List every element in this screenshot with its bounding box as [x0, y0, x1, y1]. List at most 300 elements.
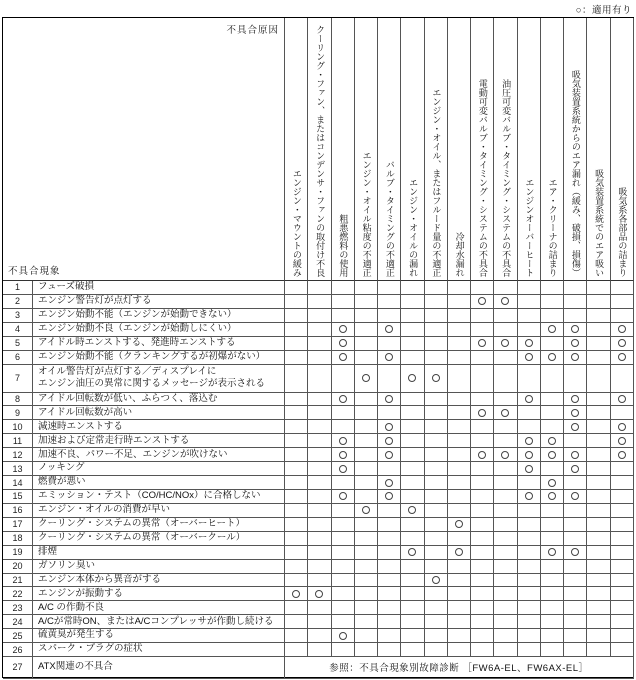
- matrix-cell: [332, 476, 355, 490]
- applicable-circle: [478, 297, 486, 305]
- matrix-cell: [332, 560, 355, 574]
- matrix-cell: [494, 629, 517, 643]
- matrix-cell: [471, 560, 494, 574]
- matrix-cell: [471, 420, 494, 434]
- matrix-cell: [448, 434, 471, 448]
- matrix-cell: [564, 629, 587, 643]
- applicable-circle: [525, 465, 533, 473]
- matrix-cell: [425, 462, 448, 476]
- matrix-cell: [425, 504, 448, 518]
- applicable-circle: [571, 423, 579, 431]
- matrix-cell: [401, 281, 424, 295]
- matrix-cell: [401, 448, 424, 462]
- matrix-cell: [378, 281, 401, 295]
- row-number: 14: [3, 476, 33, 490]
- matrix-cell: [564, 518, 587, 532]
- matrix-cell: [448, 351, 471, 365]
- matrix-cell: [518, 560, 541, 574]
- matrix-cell: [518, 643, 541, 657]
- row-number: 19: [3, 546, 33, 560]
- matrix-cell: [471, 574, 494, 588]
- applicable-circle: [571, 492, 579, 500]
- matrix-cell: [355, 546, 378, 560]
- applicable-circle: [548, 548, 556, 556]
- corner-header-cell: [3, 18, 285, 281]
- matrix-cell: [541, 643, 564, 657]
- matrix-cell: [285, 560, 308, 574]
- matrix-cell: [425, 295, 448, 309]
- matrix-cell: [587, 615, 610, 629]
- matrix-cell: [518, 323, 541, 337]
- applicable-circle: [385, 325, 393, 333]
- row-number: 8: [3, 393, 33, 407]
- matrix-cell: [494, 406, 517, 420]
- matrix-cell: [425, 393, 448, 407]
- matrix-cell: [308, 295, 331, 309]
- applicable-circle: [362, 374, 370, 382]
- matrix-cell: [425, 406, 448, 420]
- matrix-cell: [611, 281, 634, 295]
- matrix-cell: [494, 518, 517, 532]
- matrix-cell: [425, 351, 448, 365]
- matrix-cell: [448, 490, 471, 504]
- matrix-cell: [518, 504, 541, 518]
- applicable-circle: [525, 353, 533, 361]
- matrix-cell: [587, 337, 610, 351]
- applicable-circle: [548, 437, 556, 445]
- matrix-cell: [378, 476, 401, 490]
- matrix-cell: [332, 574, 355, 588]
- applicable-circle: [478, 339, 486, 347]
- matrix-cell: [494, 476, 517, 490]
- matrix-cell: [332, 504, 355, 518]
- matrix-cell: [425, 601, 448, 615]
- applicable-circle: [385, 451, 393, 459]
- matrix-cell: [285, 393, 308, 407]
- applicable-circle: [525, 395, 533, 403]
- matrix-cell: [378, 309, 401, 323]
- matrix-cell: [378, 629, 401, 643]
- matrix-cell: [308, 337, 331, 351]
- applicable-circle: [501, 451, 509, 459]
- matrix-cell: [378, 365, 401, 393]
- matrix-cell: [611, 490, 634, 504]
- matrix-cell: [308, 601, 331, 615]
- matrix-cell: [518, 309, 541, 323]
- matrix-cell: [471, 406, 494, 420]
- applicable-circle: [571, 409, 579, 417]
- applicable-circle: [385, 353, 393, 361]
- matrix-cell: [541, 351, 564, 365]
- matrix-cell: [611, 406, 634, 420]
- row-number: 25: [3, 629, 33, 643]
- matrix-cell: [355, 476, 378, 490]
- matrix-cell: [587, 434, 610, 448]
- matrix-cell: [378, 393, 401, 407]
- applicable-circle: [548, 451, 556, 459]
- row-number: 27: [3, 657, 33, 679]
- matrix-cell: [587, 643, 610, 657]
- symptom-label: フューズ破損: [33, 281, 285, 295]
- matrix-cell: [587, 448, 610, 462]
- matrix-cell: [471, 490, 494, 504]
- matrix-cell: [448, 448, 471, 462]
- matrix-cell: [518, 546, 541, 560]
- cause-column-header: 冷却水漏れ: [448, 18, 471, 281]
- matrix-cell: [308, 406, 331, 420]
- matrix-cell: [564, 309, 587, 323]
- applicable-circle: [548, 492, 556, 500]
- legend-applicable: ○：適用有り: [575, 5, 632, 16]
- matrix-cell: [494, 504, 517, 518]
- matrix-cell: [471, 476, 494, 490]
- matrix-cell: [494, 365, 517, 393]
- matrix-cell: [378, 574, 401, 588]
- matrix-cell: [285, 546, 308, 560]
- applicable-circle: [525, 451, 533, 459]
- matrix-cell: [401, 629, 424, 643]
- row-number: 10: [3, 420, 33, 434]
- matrix-cell: [448, 560, 471, 574]
- matrix-cell: [518, 476, 541, 490]
- matrix-cell: [471, 434, 494, 448]
- matrix-cell: [401, 643, 424, 657]
- matrix-cell: [332, 323, 355, 337]
- matrix-cell: [471, 309, 494, 323]
- matrix-cell: [448, 601, 471, 615]
- matrix-cell: [518, 462, 541, 476]
- applicable-circle: [571, 465, 579, 473]
- matrix-cell: [425, 448, 448, 462]
- matrix-cell: [611, 615, 634, 629]
- matrix-cell: [285, 601, 308, 615]
- matrix-cell: [425, 587, 448, 601]
- matrix-cell: [611, 629, 634, 643]
- matrix-cell: [425, 546, 448, 560]
- matrix-cell: [308, 490, 331, 504]
- matrix-cell: [285, 323, 308, 337]
- matrix-cell: [494, 420, 517, 434]
- matrix-cell: [587, 504, 610, 518]
- matrix-cell: [401, 476, 424, 490]
- matrix-cell: [378, 490, 401, 504]
- matrix-cell: [401, 518, 424, 532]
- matrix-cell: [401, 406, 424, 420]
- row-number: 6: [3, 351, 33, 365]
- applicable-circle: [571, 353, 579, 361]
- symptom-label: エンジン・オイルの消費が早い: [33, 504, 285, 518]
- matrix-cell: [518, 574, 541, 588]
- matrix-cell: [308, 434, 331, 448]
- matrix-cell: [611, 504, 634, 518]
- matrix-cell: [564, 295, 587, 309]
- row-number: 21: [3, 574, 33, 588]
- matrix-cell: [425, 532, 448, 546]
- matrix-cell: [541, 490, 564, 504]
- applicable-circle: [478, 409, 486, 417]
- matrix-cell: [285, 420, 308, 434]
- row-number: 9: [3, 406, 33, 420]
- matrix-cell: [448, 420, 471, 434]
- matrix-cell: [541, 420, 564, 434]
- matrix-cell: [611, 560, 634, 574]
- matrix-cell: [308, 504, 331, 518]
- applicable-circle: [339, 492, 347, 500]
- matrix-cell: [518, 448, 541, 462]
- matrix-cell: [332, 615, 355, 629]
- matrix-cell: [611, 365, 634, 393]
- matrix-cell: [332, 518, 355, 532]
- matrix-cell: [541, 601, 564, 615]
- matrix-cell: [564, 434, 587, 448]
- matrix-cell: [332, 587, 355, 601]
- matrix-cell: [285, 615, 308, 629]
- matrix-cell: [425, 309, 448, 323]
- matrix-cell: [494, 309, 517, 323]
- matrix-cell: [285, 462, 308, 476]
- matrix-cell: [285, 281, 308, 295]
- matrix-cell: [401, 490, 424, 504]
- matrix-cell: [355, 420, 378, 434]
- matrix-cell: [518, 629, 541, 643]
- cause-column-header: エア・クリーナの詰まり: [541, 18, 564, 281]
- matrix-cell: [448, 462, 471, 476]
- symptom-label: A/Cが常時ON、またはA/Cコンプレッサが作動し続ける: [33, 615, 285, 629]
- matrix-cell: [308, 476, 331, 490]
- matrix-cell: [378, 504, 401, 518]
- matrix-cell: [494, 295, 517, 309]
- matrix-cell: [518, 601, 541, 615]
- symptom-label: エンジン本体から異音がする: [33, 574, 285, 588]
- applicable-circle: [385, 423, 393, 431]
- matrix-cell: [518, 281, 541, 295]
- matrix-cell: [494, 393, 517, 407]
- matrix-cell: [285, 309, 308, 323]
- matrix-cell: [425, 518, 448, 532]
- matrix-cell: [541, 629, 564, 643]
- applicable-circle: [339, 465, 347, 473]
- matrix-cell: [471, 518, 494, 532]
- cause-column-header: エンジン・オイル、またはフルード量の不適正: [425, 18, 448, 281]
- matrix-cell: [611, 337, 634, 351]
- matrix-cell: [494, 281, 517, 295]
- matrix-cell: [541, 532, 564, 546]
- cause-column-header: エンジン・オイル粘度の不適正: [355, 18, 378, 281]
- applicable-circle: [432, 374, 440, 382]
- matrix-cell: [494, 337, 517, 351]
- symptom-label: エンジン始動不能（エンジンが始動できない）: [33, 309, 285, 323]
- matrix-cell: [332, 393, 355, 407]
- applicable-circle: [618, 353, 626, 361]
- matrix-cell: [494, 643, 517, 657]
- matrix-cell: [541, 406, 564, 420]
- matrix-cell: [494, 532, 517, 546]
- matrix-cell: [541, 546, 564, 560]
- matrix-cell: [355, 532, 378, 546]
- matrix-cell: [401, 587, 424, 601]
- matrix-cell: [285, 532, 308, 546]
- matrix-cell: [448, 476, 471, 490]
- symptom-label: エミッション・テスト（CO/HC/NOx）に合格しない: [33, 490, 285, 504]
- row-number: 12: [3, 448, 33, 462]
- applicable-circle: [385, 479, 393, 487]
- row-number: 4: [3, 323, 33, 337]
- matrix-cell: [378, 337, 401, 351]
- row-number: 2: [3, 295, 33, 309]
- matrix-cell: [611, 476, 634, 490]
- applicable-circle: [339, 451, 347, 459]
- symptom-label: 燃費が悪い: [33, 476, 285, 490]
- matrix-cell: [471, 462, 494, 476]
- matrix-cell: [308, 448, 331, 462]
- matrix-cell: [471, 601, 494, 615]
- matrix-cell: [401, 504, 424, 518]
- applicable-circle: [548, 479, 556, 487]
- matrix-cell: [448, 309, 471, 323]
- matrix-cell: [587, 587, 610, 601]
- applicable-circle: [385, 492, 393, 500]
- matrix-cell: [401, 532, 424, 546]
- symptom-label: クーリング・システムの異常（オーバーヒート）: [33, 518, 285, 532]
- matrix-cell: [401, 393, 424, 407]
- matrix-cell: [587, 518, 610, 532]
- matrix-cell: [564, 601, 587, 615]
- matrix-cell: [587, 420, 610, 434]
- matrix-cell: [308, 546, 331, 560]
- matrix-cell: [564, 351, 587, 365]
- matrix-cell: [378, 560, 401, 574]
- matrix-cell: [355, 365, 378, 393]
- matrix-cell: [378, 532, 401, 546]
- matrix-cell: [355, 504, 378, 518]
- matrix-cell: [448, 546, 471, 560]
- cause-column-header: 吸気装置系統からのエア漏れ（緩み、破損、損傷）: [564, 18, 587, 281]
- matrix-cell: [564, 476, 587, 490]
- matrix-cell: [332, 309, 355, 323]
- matrix-cell: [611, 295, 634, 309]
- symptom-label: 減速時エンストする: [33, 420, 285, 434]
- matrix-cell: [285, 406, 308, 420]
- applicable-circle: [501, 409, 509, 417]
- applicable-circle: [339, 395, 347, 403]
- matrix-cell: [285, 351, 308, 365]
- matrix-cell: [564, 587, 587, 601]
- symptom-label: アイドル回転数が低い、ふらつく、落込む: [33, 393, 285, 407]
- matrix-cell: [541, 476, 564, 490]
- matrix-cell: [448, 587, 471, 601]
- applicable-circle: [501, 297, 509, 305]
- row-number: 18: [3, 532, 33, 546]
- matrix-cell: [401, 560, 424, 574]
- matrix-cell: [378, 420, 401, 434]
- matrix-cell: [355, 518, 378, 532]
- symptom-label: アイドル回転数が高い: [33, 406, 285, 420]
- matrix-cell: [285, 574, 308, 588]
- matrix-cell: [285, 295, 308, 309]
- matrix-cell: [541, 587, 564, 601]
- applicable-circle: [571, 325, 579, 333]
- matrix-cell: [448, 406, 471, 420]
- matrix-cell: [564, 323, 587, 337]
- applicable-circle: [339, 353, 347, 361]
- matrix-cell: [494, 546, 517, 560]
- applicable-circle: [548, 325, 556, 333]
- matrix-cell: [332, 643, 355, 657]
- matrix-cell: [378, 351, 401, 365]
- matrix-cell: [355, 337, 378, 351]
- matrix-cell: [541, 393, 564, 407]
- matrix-cell: [285, 504, 308, 518]
- matrix-cell: [285, 629, 308, 643]
- matrix-cell: [308, 587, 331, 601]
- matrix-cell: [518, 615, 541, 629]
- matrix-cell: [471, 351, 494, 365]
- matrix-cell: [425, 490, 448, 504]
- matrix-cell: [401, 295, 424, 309]
- matrix-cell: [308, 462, 331, 476]
- matrix-cell: [448, 281, 471, 295]
- symptom-label: オイル警告灯が点灯する／ディスプレイに エンジン油圧の異常に関するメッセージが表示される: [33, 365, 285, 393]
- symptom-label: アイドル時エンストする、発進時エンストする: [33, 337, 285, 351]
- matrix-cell: [611, 546, 634, 560]
- matrix-cell: [355, 587, 378, 601]
- symptom-label: 加速および定常走行時エンストする: [33, 434, 285, 448]
- matrix-cell: [564, 462, 587, 476]
- matrix-cell: [355, 643, 378, 657]
- matrix-cell: [425, 365, 448, 393]
- matrix-cell: [355, 448, 378, 462]
- matrix-cell: [587, 281, 610, 295]
- symptoms-axis-label: 不具合現象: [8, 266, 61, 277]
- matrix-cell: [308, 365, 331, 393]
- matrix-cell: [587, 532, 610, 546]
- matrix-cell: [587, 574, 610, 588]
- matrix-cell: [541, 295, 564, 309]
- matrix-cell: [355, 560, 378, 574]
- matrix-cell: [564, 560, 587, 574]
- matrix-cell: [332, 281, 355, 295]
- matrix-cell: [308, 281, 331, 295]
- matrix-cell: [401, 337, 424, 351]
- matrix-cell: [541, 434, 564, 448]
- matrix-cell: [332, 365, 355, 393]
- matrix-cell: [587, 629, 610, 643]
- matrix-cell: [494, 462, 517, 476]
- matrix-cell: [564, 546, 587, 560]
- matrix-cell: [425, 643, 448, 657]
- matrix-cell: [425, 615, 448, 629]
- cause-column-header: 電動可変バルブ・タイミング・システムの不具合: [471, 18, 494, 281]
- row-number: 23: [3, 601, 33, 615]
- applicable-circle: [618, 395, 626, 403]
- row-number: 3: [3, 309, 33, 323]
- matrix-cell: [401, 365, 424, 393]
- matrix-cell: [448, 629, 471, 643]
- matrix-cell: [471, 643, 494, 657]
- matrix-cell: [471, 629, 494, 643]
- matrix-cell: [471, 448, 494, 462]
- matrix-cell: [332, 434, 355, 448]
- matrix-cell: [308, 393, 331, 407]
- matrix-cell: [355, 309, 378, 323]
- matrix-cell: [308, 643, 331, 657]
- symptom-label: ATX関連の不具合: [33, 657, 285, 679]
- matrix-cell: [587, 560, 610, 574]
- matrix-cell: [308, 518, 331, 532]
- row-number: 11: [3, 434, 33, 448]
- matrix-cell: [611, 309, 634, 323]
- applicable-circle: [478, 451, 486, 459]
